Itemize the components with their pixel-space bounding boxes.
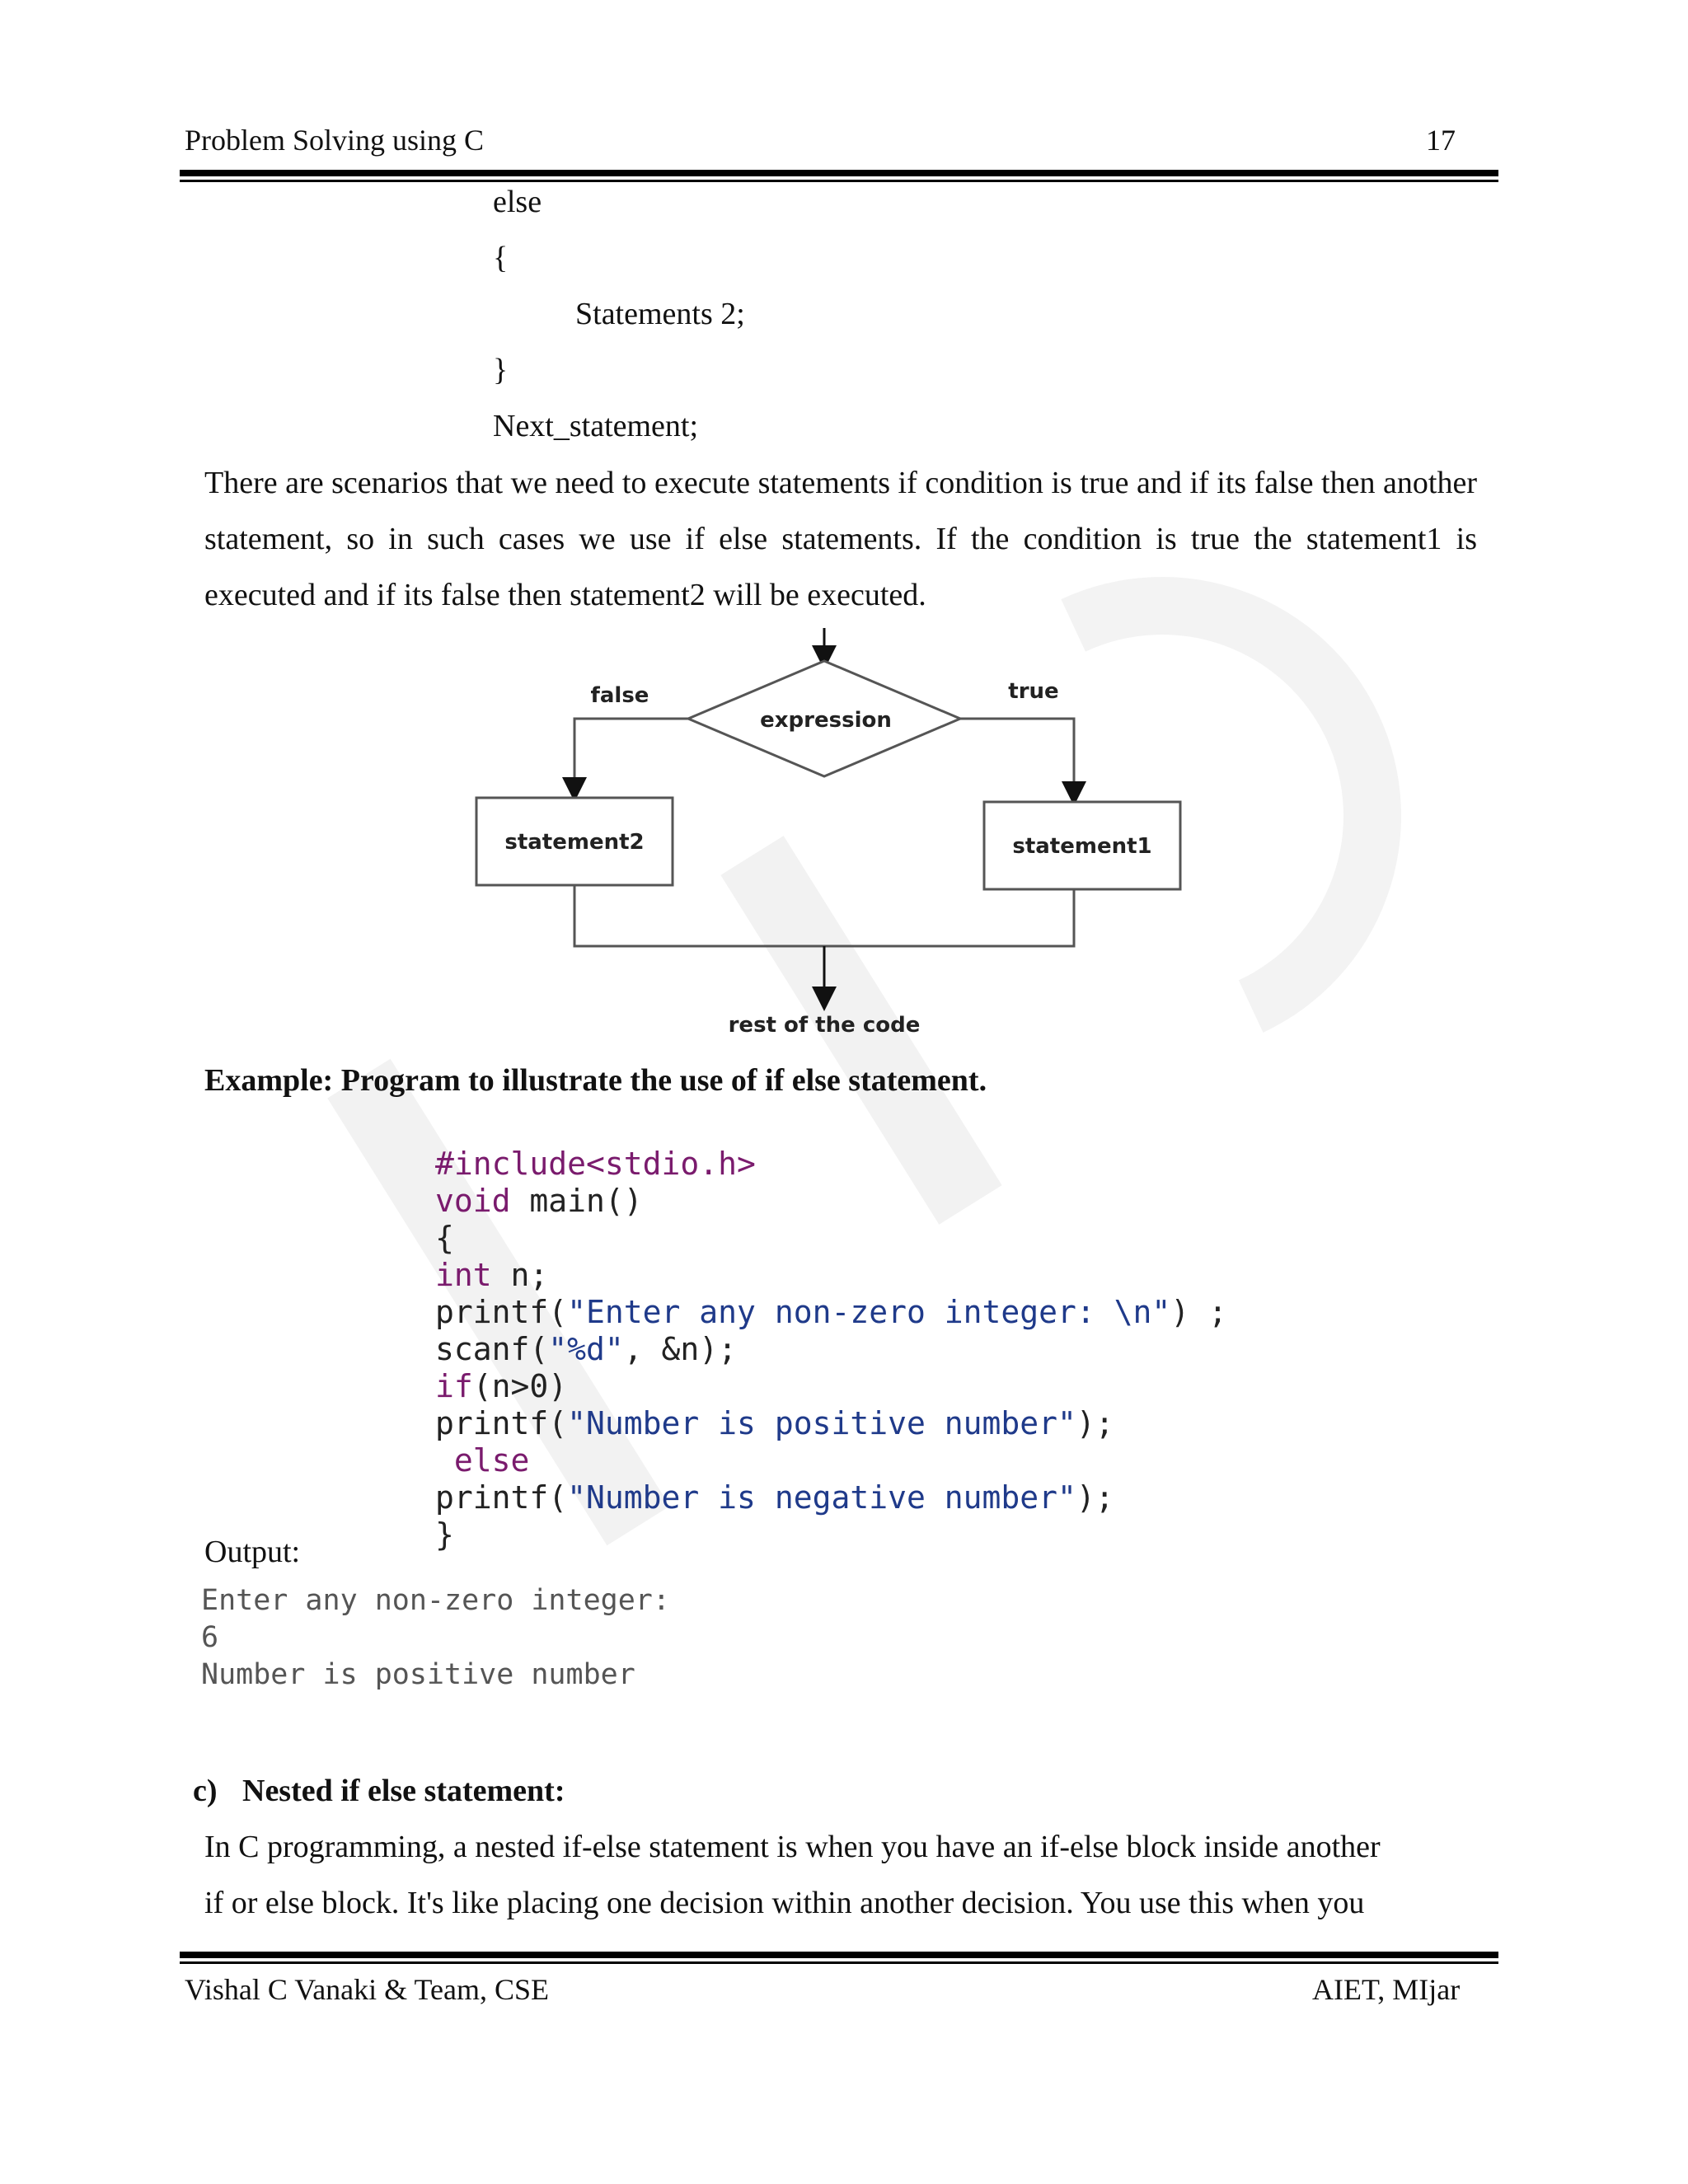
- syntax-close-brace: }: [493, 353, 509, 387]
- header-title: Problem Solving using C: [185, 124, 485, 157]
- syntax-statements: Statements 2;: [575, 297, 745, 331]
- footer-right: AIET, MIjar: [1312, 1973, 1461, 2006]
- output-line-2: 6: [201, 1621, 219, 1654]
- nested-paragraph-line-2: if or else block. It's like placing one decision within another decision. You use this when you: [204, 1886, 1365, 1920]
- syntax-open-brace: {: [493, 241, 509, 275]
- output-label: Output:: [204, 1535, 301, 1569]
- code-block: [435, 1108, 1227, 1591]
- section-marker: c): [193, 1774, 218, 1808]
- code-line-2: void main(): [435, 1183, 643, 1219]
- code-line-8: printf("Number is positive number");: [435, 1405, 1114, 1441]
- code-line-7: if(n>0): [435, 1368, 568, 1404]
- intro-paragraph: There are scenarios that we need to execute statements if condition is true and if its false then another statement, so in such cases we use if else statements. If the condition is true the statement1 is executed and if its false then statement2 will be executed.: [204, 466, 1477, 612]
- true-box-label: statement1: [1012, 834, 1152, 859]
- output-line-1: Enter any non-zero integer:: [201, 1584, 670, 1617]
- section-title: Nested if else statement:: [242, 1774, 565, 1808]
- footer-rule: [180, 1952, 1498, 1958]
- syntax-else: else: [493, 185, 542, 219]
- nested-paragraph-line-1: In C programming, a nested if-else statement is when you have an if-else block inside another: [204, 1830, 1381, 1864]
- true-branch-line: [960, 719, 1074, 794]
- false-box-label: statement2: [504, 830, 645, 855]
- footer-rule-thin: [180, 1961, 1498, 1964]
- flowchart: [462, 626, 1203, 1038]
- end-label: rest of the code: [728, 1013, 921, 1038]
- code-line-10: printf("Number is negative number");: [435, 1479, 1114, 1516]
- header-rule: [180, 170, 1498, 176]
- false-label: false: [590, 683, 649, 708]
- false-branch-line: [574, 719, 688, 790]
- page-number: 17: [1426, 124, 1456, 157]
- code-line-9: else: [453, 1442, 530, 1479]
- code-line-6: scanf("%d", &n);: [435, 1331, 738, 1367]
- code-line-1: #include<stdio.h>: [435, 1146, 756, 1182]
- example-heading: Example: Program to illustrate the use of if else statement.: [204, 1063, 987, 1098]
- code-line-4: int n;: [435, 1257, 549, 1293]
- syntax-next-statement: Next_statement;: [493, 409, 699, 443]
- true-label: true: [1008, 679, 1059, 704]
- header-rule-thin: [180, 180, 1498, 182]
- output-line-3: Number is positive number: [201, 1658, 635, 1691]
- code-line-11: }: [435, 1516, 454, 1553]
- footer-left: Vishal C Vanaki & Team, CSE: [185, 1973, 549, 2006]
- code-line-5: printf("Enter any non-zero integer: \n") ;: [435, 1294, 1227, 1330]
- code-line-3: {: [435, 1220, 454, 1256]
- merge-line: [574, 885, 1074, 946]
- decision-label: expression: [760, 708, 892, 733]
